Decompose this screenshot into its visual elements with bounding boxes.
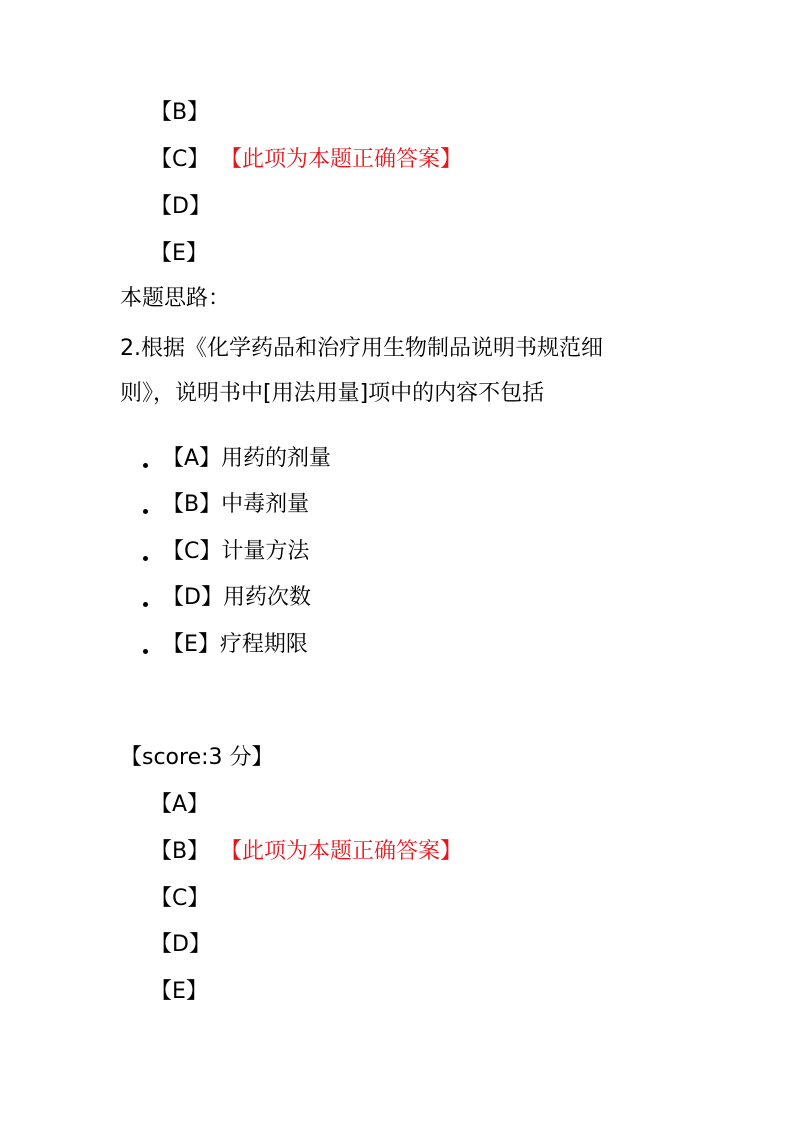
- option-label: 【E】: [150, 979, 208, 1004]
- q1-option-b: [150, 98, 220, 128]
- q2-answer-a: [150, 790, 220, 820]
- option-label: 【E】: [150, 241, 208, 266]
- q1-option-e: [150, 239, 220, 269]
- bullet-icon: [143, 649, 148, 654]
- q1-option-c: [150, 145, 462, 175]
- q1-option-d: [150, 192, 220, 222]
- bullet-icon: [143, 463, 148, 468]
- q2-answer-e: [150, 977, 220, 1007]
- correct-answer-note: 【此项为本题正确答案】: [220, 147, 463, 172]
- option-label: 【A】: [150, 792, 210, 817]
- bullet-icon: [143, 509, 148, 514]
- q2-choice-e: 【E】疗程期限: [162, 632, 308, 657]
- q2-answer-c: [150, 884, 220, 914]
- q2-answer-b: [150, 837, 462, 867]
- explanation-label: 本题思路：: [120, 286, 231, 311]
- option-label: 【C】: [150, 886, 210, 911]
- option-label: 【C】: [150, 147, 210, 172]
- bullet-icon: [143, 602, 148, 607]
- q2-choice-a: 【A】用药的剂量: [162, 446, 332, 471]
- bullet-icon: [143, 556, 148, 561]
- option-label: 【D】: [150, 194, 211, 219]
- q2-stem-line-1: 2.根据《化学药品和治疗用生物制品说明书规范细: [120, 336, 603, 361]
- q2-stem-line-2: 则》，说明书中[用法用量]项中的内容不包括: [120, 381, 545, 406]
- q2-answer-d: [150, 930, 220, 960]
- q2-choice-b: 【B】中毒剂量: [162, 492, 310, 517]
- q2-score: 【score:3 分】: [120, 745, 274, 770]
- q2-choice-d: 【D】用药次数: [162, 585, 311, 610]
- option-label: 【D】: [150, 932, 211, 957]
- option-label: 【B】: [150, 839, 210, 864]
- correct-answer-note: 【此项为本题正确答案】: [220, 839, 463, 864]
- q2-choice-c: 【C】计量方法: [162, 539, 310, 564]
- option-label: 【B】: [150, 100, 210, 125]
